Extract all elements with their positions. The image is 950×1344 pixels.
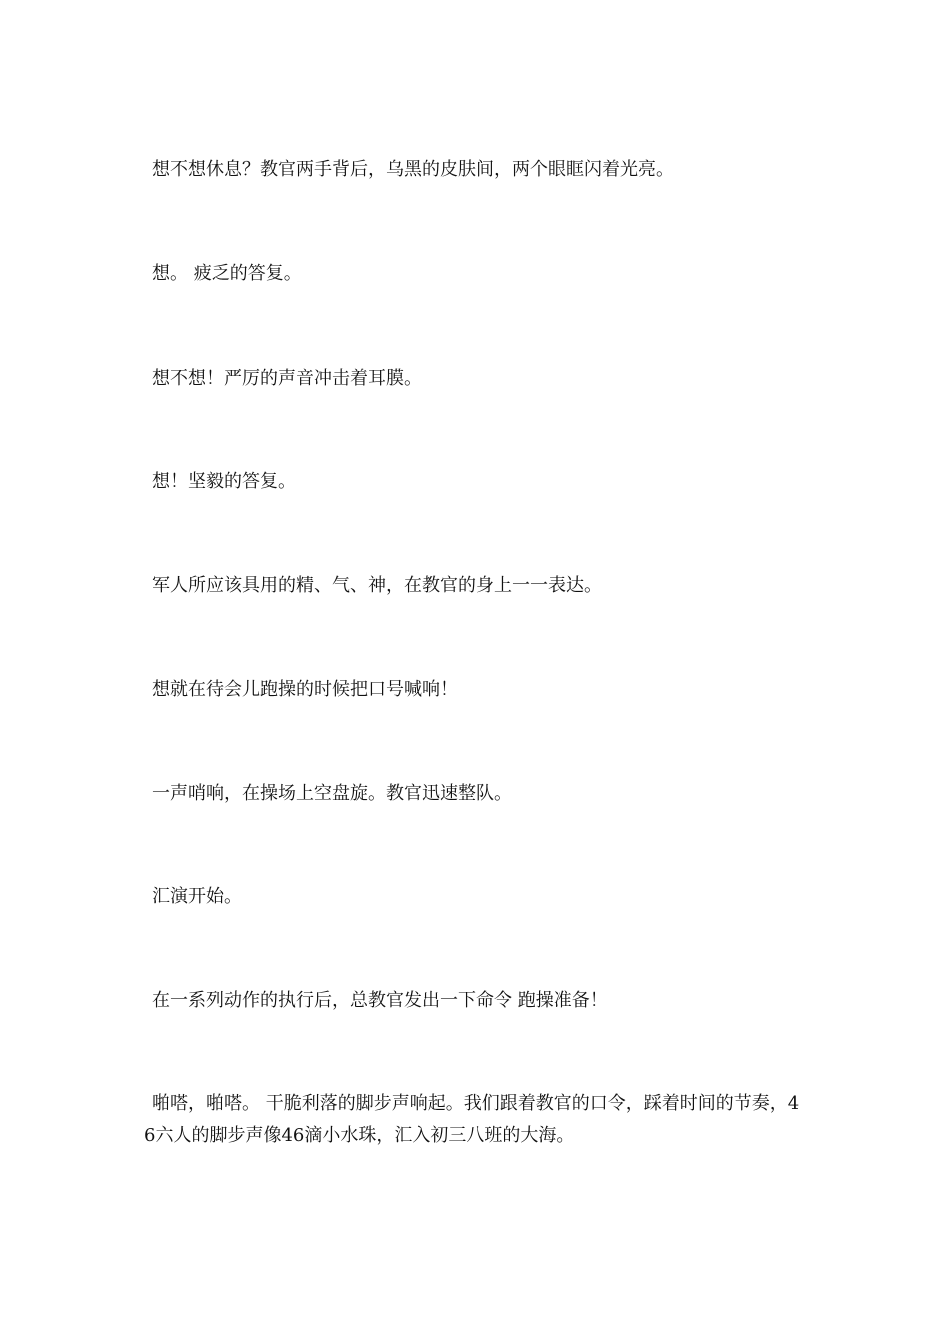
paragraph-5: 军人所应该具用的精、气、神，在教官的身上一一表达。 <box>152 575 602 596</box>
paragraph-10: 啪嗒，啪嗒。 干脆利落的脚步声响起。我们跟着教官的口令，踩着时间的节奏，46六人的脚步声像46滴小水珠，汇入初三八班的大海。 <box>144 1093 800 1146</box>
paragraph-6: 想就在待会儿跑操的时候把口号喊响！ <box>152 679 458 700</box>
paragraph-2: 想。 疲乏的答复。 <box>152 263 302 284</box>
paragraph-3: 想不想！严厉的声音冲击着耳膜。 <box>152 368 422 389</box>
paragraph-1: 想不想休息？教官两手背后，乌黑的皮肤间，两个眼眶闪着光亮。 <box>152 159 674 180</box>
paragraph-8: 汇演开始。 <box>152 886 242 907</box>
paragraph-7: 一声哨响，在操场上空盘旋。教官迅速整队。 <box>152 783 512 804</box>
paragraph-4: 想！坚毅的答复。 <box>152 471 296 492</box>
paragraph-9: 在一系列动作的执行后，总教官发出一下命令 跑操准备！ <box>152 990 608 1011</box>
